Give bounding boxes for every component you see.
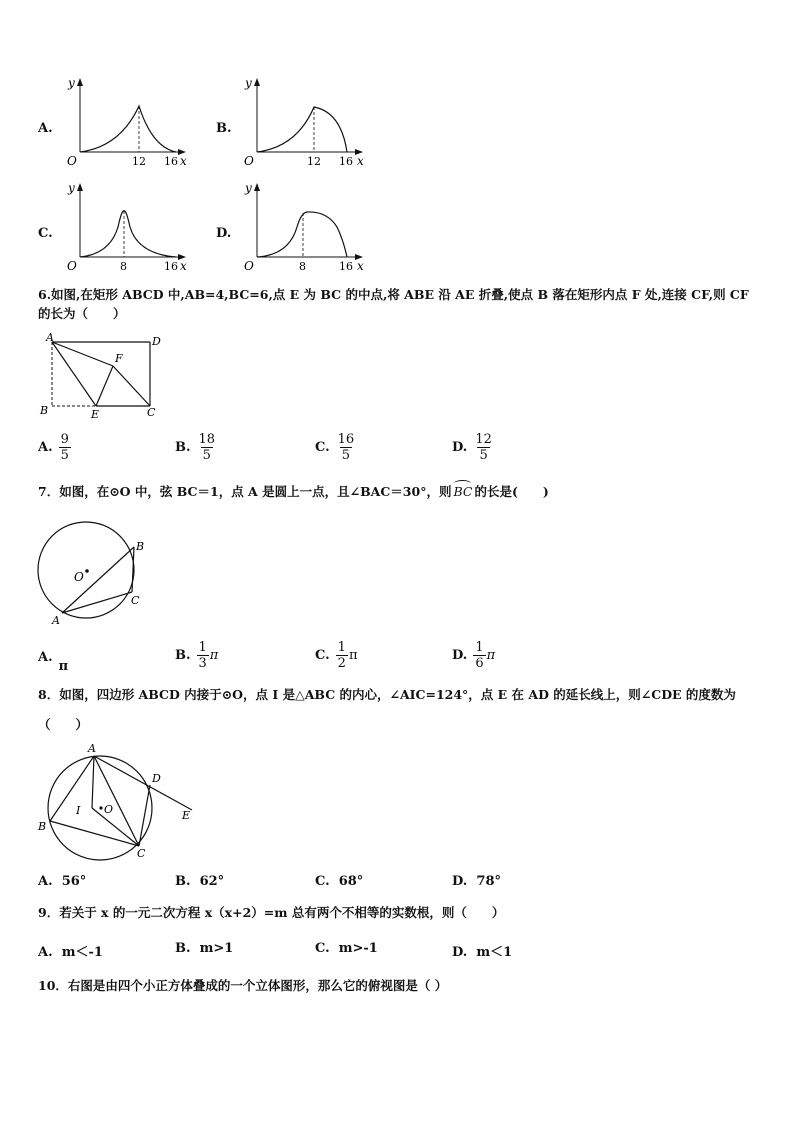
- q6-figure: [36, 332, 171, 422]
- q5-b-origin: O: [244, 154, 254, 168]
- q8-option-a[interactable]: A. 56°: [38, 874, 87, 889]
- q8-point-o: O: [104, 803, 114, 816]
- q8-point-c: C: [137, 847, 146, 860]
- q5-option-a-label: A.: [38, 121, 53, 136]
- q8-stem-line2: （ ）: [38, 717, 89, 732]
- q9-option-c[interactable]: C. m>-1: [315, 941, 378, 956]
- q5-graph-d: [237, 177, 369, 277]
- q5-graph-c: [60, 177, 192, 277]
- q6-option-c[interactable]: C. $\frac{16}{5}$: [315, 432, 355, 463]
- q5-d-origin: O: [244, 259, 254, 273]
- q8-point-b: B: [38, 820, 47, 833]
- q5-b-x-label: x: [357, 154, 364, 168]
- q5-a-tick-12: 12: [132, 155, 146, 168]
- q6-option-a[interactable]: A. $\frac{9}{5}$: [38, 432, 69, 463]
- q9-option-a[interactable]: A. m＜-1: [38, 945, 103, 960]
- q6-point-c: C: [147, 406, 156, 419]
- q5-d-x-label: x: [357, 259, 364, 273]
- q7-point-c: C: [131, 594, 140, 607]
- q5-c-tick-16: 16: [164, 260, 178, 273]
- q5-d-y-label: y: [245, 181, 252, 195]
- q8-option-b[interactable]: B. 62°: [175, 874, 225, 889]
- q7-arc-bc: BC: [453, 483, 472, 501]
- q7-point-a: A: [52, 614, 60, 627]
- q5-graph-a: [60, 72, 192, 172]
- q8-point-e: E: [182, 809, 191, 822]
- q8-point-i: I: [76, 804, 81, 817]
- q5-option-c-label: C.: [38, 226, 53, 241]
- q6-point-e: E: [91, 408, 100, 421]
- q6-point-d: D: [152, 335, 161, 348]
- q8-figure: [34, 738, 199, 863]
- q8-point-d: D: [152, 772, 161, 785]
- q9-option-d[interactable]: D. m＜1: [452, 945, 513, 960]
- q5-c-x-label: x: [180, 259, 187, 273]
- q5-c-origin: O: [67, 259, 77, 273]
- q6-point-b: B: [40, 404, 49, 417]
- q5-a-y-label: y: [68, 76, 75, 90]
- q7-figure: [34, 520, 154, 630]
- q6-stem-line2: 的长为（ ）: [38, 306, 126, 321]
- q10-stem: 10．右图是由四个小正方体叠成的一个立体图形，那么它的俯视图是（ ）: [38, 978, 448, 993]
- q7-point-o: O: [74, 570, 84, 584]
- q5-b-tick-16: 16: [339, 155, 353, 168]
- q7-option-b[interactable]: B. $\frac{1}{3}$ π: [175, 640, 219, 671]
- q9-stem: 9．若关于 x 的一元二次方程 x（x+2）=m 总有两个不相等的实数根，则（ ）: [38, 905, 505, 920]
- q7-point-b: B: [136, 540, 145, 553]
- q5-graph-b: [237, 72, 369, 172]
- q7-option-c[interactable]: C. $\frac{1}{2}$ π: [315, 640, 358, 671]
- q6-option-d[interactable]: D. $\frac{12}{5}$: [452, 432, 492, 463]
- q7-stem: 7．如图，在⊙O 中，弦 BC＝1，点 A 是圆上一点，且∠BAC＝30°，则 BC 的长是( ): [38, 483, 549, 501]
- q6-stem-line1: 6.如图,在矩形 ABCD 中,AB=4,BC=6,点 E 为 BC 的中点,将 ABE 沿 AE 折叠,使点 B 落在矩形内点 F 处,连接 CF,则 CF: [38, 287, 749, 302]
- q5-c-y-label: y: [68, 181, 75, 195]
- q5-d-tick-8: 8: [299, 260, 306, 273]
- q8-option-d[interactable]: D. 78°: [452, 874, 501, 889]
- q7-option-d[interactable]: D. $\frac{1}{6}$ π: [452, 640, 496, 671]
- q5-a-origin: O: [67, 154, 77, 168]
- q8-option-c[interactable]: C. 68°: [315, 874, 364, 889]
- q5-d-tick-16: 16: [339, 260, 353, 273]
- q8-stem-line1: 8．如图，四边形 ABCD 内接于⊙O，点 I 是△ABC 的内心，∠AIC=124°，点 E 在 AD 的延长线上，则∠CDE 的度数为: [38, 687, 736, 702]
- q5-b-tick-12: 12: [307, 155, 321, 168]
- q5-b-y-label: y: [245, 76, 252, 90]
- q5-a-tick-16: 16: [164, 155, 178, 168]
- q8-point-a: A: [88, 742, 96, 755]
- q7-option-a[interactable]: A. π: [38, 649, 69, 674]
- q6-point-a: A: [46, 332, 54, 344]
- q9-option-b[interactable]: B. m>1: [175, 941, 234, 956]
- q5-option-b-label: B.: [216, 121, 232, 136]
- q6-point-f: F: [115, 352, 123, 365]
- q5-option-d-label: D.: [216, 226, 232, 241]
- q5-a-x-label: x: [180, 154, 187, 168]
- q6-option-b[interactable]: B. $\frac{18}{5}$: [175, 432, 216, 463]
- q5-c-tick-8: 8: [120, 260, 127, 273]
